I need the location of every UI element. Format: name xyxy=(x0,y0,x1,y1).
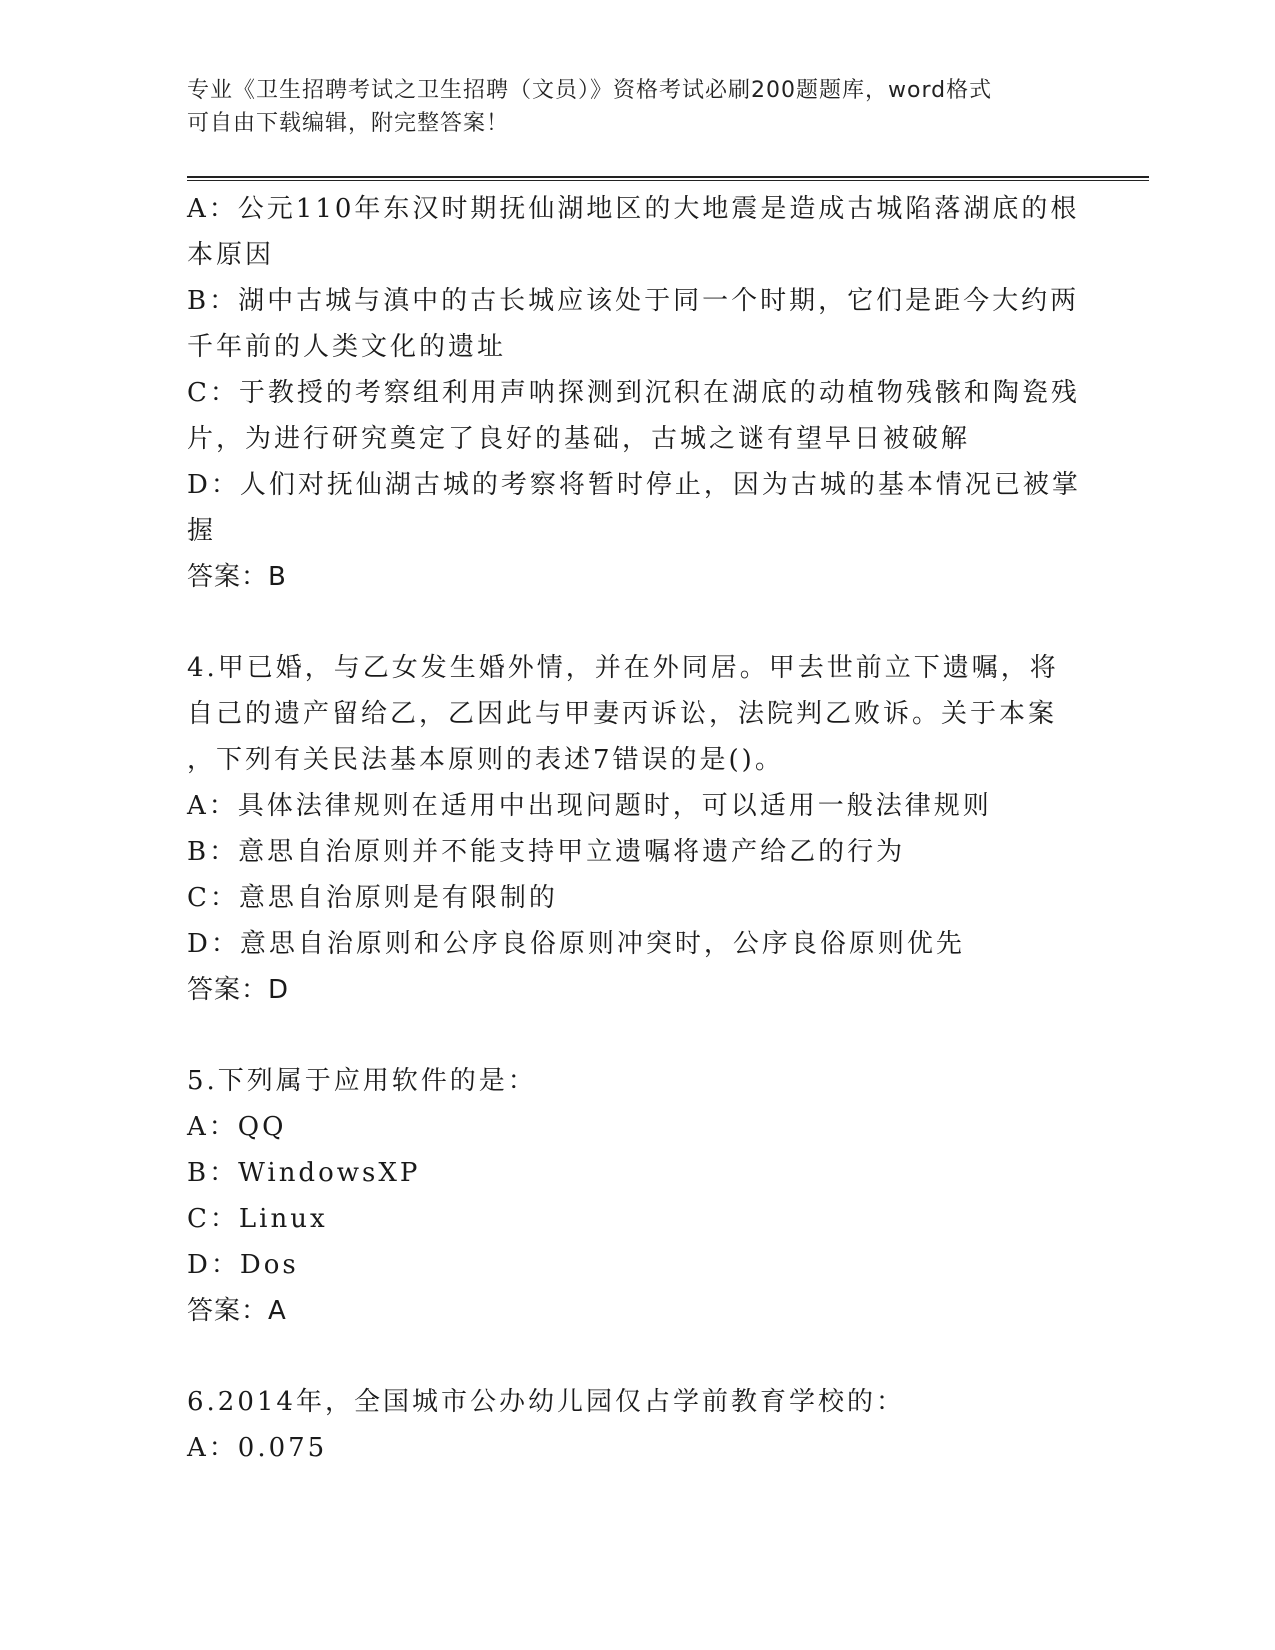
answer-label: 答案：A xyxy=(187,1296,287,1326)
option-c-line: 片，为进行研究奠定了良好的基础，古城之谜有望早日被破解 xyxy=(187,424,971,454)
question-5 xyxy=(187,1058,1067,1334)
option-d-line: D：意思自治原则和公序良俗原则冲突时，公序良俗原则优先 xyxy=(187,929,965,959)
option-b-line: B：WindowsXP xyxy=(187,1158,421,1188)
question-4 xyxy=(187,645,1067,1013)
header-divider xyxy=(187,176,1149,181)
question-stem-line: 自己的遗产留给乙，乙因此与甲妻丙诉讼，法院判乙败诉。关于本案 xyxy=(187,699,1058,729)
option-c-line: C：意思自治原则是有限制的 xyxy=(187,883,558,913)
option-a-line: A：具体法律规则在适用中出现问题时，可以适用一般法律规则 xyxy=(187,791,992,821)
question-6 xyxy=(187,1379,1067,1471)
option-b-line: 千年前的人类文化的遗址 xyxy=(187,332,507,362)
question-stem-line: 6.2014年，全国城市公办幼儿园仅占学前教育学校的： xyxy=(187,1387,905,1417)
question-spacer xyxy=(187,1013,1067,1058)
option-a-line: 本原因 xyxy=(187,240,275,270)
option-c-line: C：Linux xyxy=(187,1204,328,1234)
option-d-line: D：Dos xyxy=(187,1250,299,1280)
option-d-line: D：人们对抚仙湖古城的考察将暂时停止，因为古城的基本情况已被掌 xyxy=(187,470,1081,500)
option-b-line: B：意思自治原则并不能支持甲立遗嘱将遗产给乙的行为 xyxy=(187,837,906,867)
question-stem-line: 5.下列属于应用软件的是： xyxy=(187,1066,537,1096)
option-d-line: 握 xyxy=(187,516,217,546)
header-line-1: 专业《卫生招聘考试之卫生招聘（文员）》资格考试必刷200题题库，word格式 xyxy=(187,78,993,103)
question-spacer xyxy=(187,1334,1067,1379)
document-header xyxy=(187,74,1067,140)
question-spacer xyxy=(187,600,1067,645)
question-stem-line: 4.甲已婚，与乙女发生婚外情，并在外同居。甲去世前立下遗嘱，将 xyxy=(187,653,1059,683)
question-stem-line: ，下列有关民法基本原则的表述7错误的是()。 xyxy=(187,745,784,775)
answer-label: 答案：D xyxy=(187,975,290,1005)
option-a-line: A：0.075 xyxy=(187,1433,328,1463)
answer-label: 答案：B xyxy=(187,562,287,592)
option-a-line: A：公元110年东汉时期抚仙湖地区的大地震是造成古城陷落湖底的根 xyxy=(187,194,1080,224)
header-line-2: 可自由下载编辑，附完整答案！ xyxy=(187,111,510,136)
option-c-line: C：于教授的考察组利用声呐探测到沉积在湖底的动植物残骸和陶瓷残 xyxy=(187,378,1080,408)
option-b-line: B：湖中古城与滇中的古长城应该处于同一个时期，它们是距今大约两 xyxy=(187,286,1080,316)
option-a-line: A：QQ xyxy=(187,1112,287,1142)
question-3-continued xyxy=(187,186,1081,600)
document-body xyxy=(187,186,1081,1471)
